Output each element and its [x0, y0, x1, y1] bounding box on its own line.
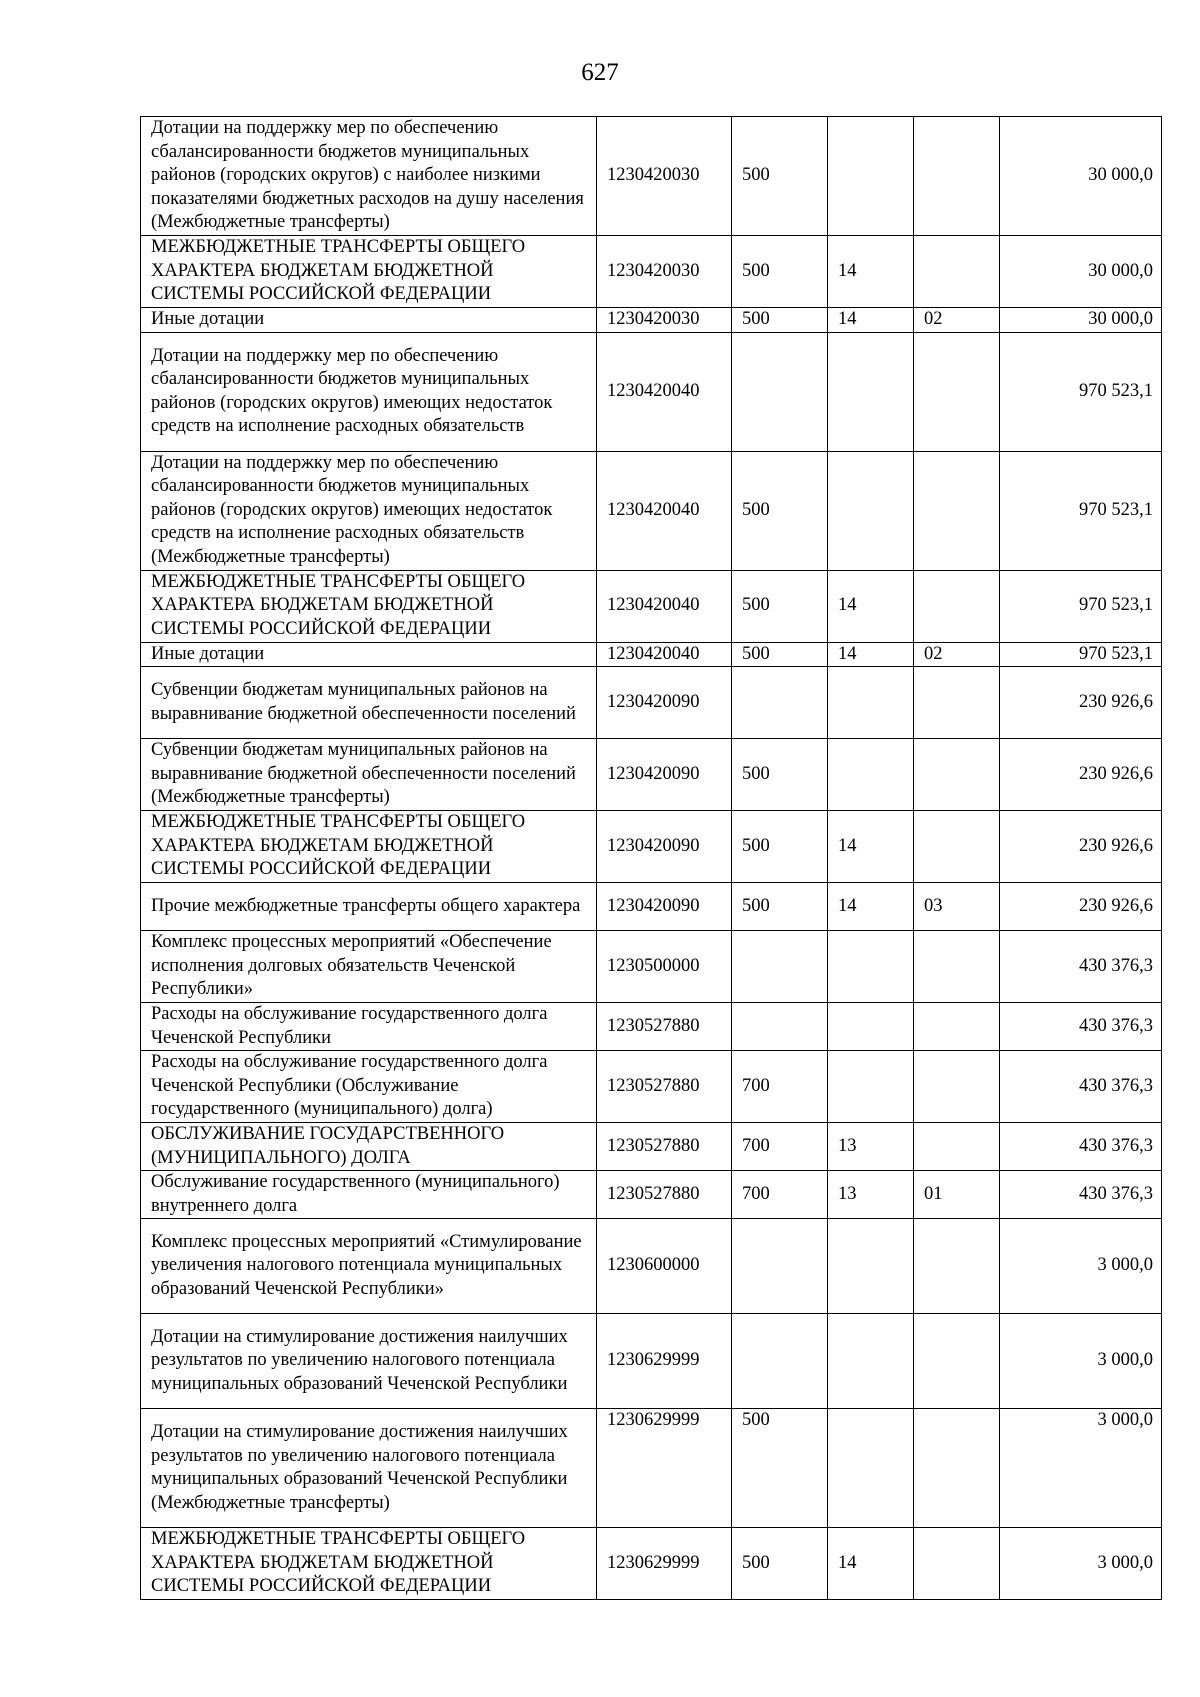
row-section: 14 [828, 570, 914, 642]
row-subsection [914, 1409, 1000, 1528]
row-target-code: 1230420030 [597, 308, 732, 333]
row-section: 14 [828, 1528, 914, 1600]
row-section: 14 [828, 642, 914, 667]
row-subsection: 01 [914, 1171, 1000, 1219]
table-row [141, 931, 1162, 1003]
row-name: Прочие межбюджетные трансферты общего характера [141, 883, 597, 931]
row-amount: 430 376,3 [1000, 1003, 1162, 1051]
table-row [141, 1051, 1162, 1123]
row-expense-type [732, 1314, 828, 1409]
row-amount: 430 376,3 [1000, 1051, 1162, 1123]
row-section: 14 [828, 308, 914, 333]
row-expense-type: 700 [732, 1171, 828, 1219]
row-expense-type [732, 1219, 828, 1314]
row-amount: 30 000,0 [1000, 117, 1162, 236]
row-target-code: 1230420040 [597, 332, 732, 451]
row-subsection [914, 1051, 1000, 1123]
row-subsection [914, 1123, 1000, 1171]
row-name: МЕЖБЮДЖЕТНЫЕ ТРАНСФЕРТЫ ОБЩЕГО ХАРАКТЕРА БЮДЖЕТАМ БЮДЖЕТНОЙ СИСТЕМЫ РОССИЙСКОЙ ФЕДЕРАЦИИ [141, 1528, 597, 1600]
row-section [828, 451, 914, 570]
row-name: МЕЖБЮДЖЕТНЫЕ ТРАНСФЕРТЫ ОБЩЕГО ХАРАКТЕРА БЮДЖЕТАМ БЮДЖЕТНОЙ СИСТЕМЫ РОССИЙСКОЙ ФЕДЕРАЦИИ [141, 811, 597, 883]
row-amount: 3 000,0 [1000, 1219, 1162, 1314]
row-section [828, 739, 914, 811]
table-row [141, 570, 1162, 642]
table-row [141, 1314, 1162, 1409]
row-expense-type: 500 [732, 1409, 828, 1528]
row-expense-type: 700 [732, 1123, 828, 1171]
table-row [141, 667, 1162, 739]
row-expense-type: 500 [732, 308, 828, 333]
row-name: ОБСЛУЖИВАНИЕ ГОСУДАРСТВЕННОГО (МУНИЦИПАЛЬНОГО) ДОЛГА [141, 1123, 597, 1171]
row-expense-type [732, 332, 828, 451]
row-section [828, 667, 914, 739]
row-amount: 970 523,1 [1000, 332, 1162, 451]
row-amount: 970 523,1 [1000, 570, 1162, 642]
row-subsection: 02 [914, 642, 1000, 667]
row-section [828, 117, 914, 236]
row-section: 13 [828, 1123, 914, 1171]
row-amount: 970 523,1 [1000, 642, 1162, 667]
row-subsection [914, 1314, 1000, 1409]
row-target-code: 1230420090 [597, 667, 732, 739]
row-name: Расходы на обслуживание государственного долга Чеченской Республики [141, 1003, 597, 1051]
row-expense-type: 500 [732, 883, 828, 931]
table-row [141, 451, 1162, 570]
row-name: Дотации на стимулирование достижения наилучших результатов по увеличению налогового потенциала муниципальных образований Чеченской Республики [141, 1314, 597, 1409]
table-row [141, 739, 1162, 811]
table-row [141, 117, 1162, 236]
table-row [141, 1003, 1162, 1051]
row-name: Комплекс процессных мероприятий «Стимулирование увеличения налогового потенциала муниципальных образований Чеченской Республики» [141, 1219, 597, 1314]
row-subsection [914, 931, 1000, 1003]
table-row [141, 1528, 1162, 1600]
table-row [141, 883, 1162, 931]
row-expense-type: 500 [732, 117, 828, 236]
row-target-code: 1230500000 [597, 931, 732, 1003]
row-amount: 230 926,6 [1000, 739, 1162, 811]
row-name: Дотации на поддержку мер по обеспечению сбалансированности бюджетов муниципальных районов (городских округов) имеющих недостаток средств на исполнение расходных обязательств [141, 332, 597, 451]
row-amount: 230 926,6 [1000, 811, 1162, 883]
row-expense-type: 700 [732, 1051, 828, 1123]
row-subsection [914, 1219, 1000, 1314]
table-row [141, 1409, 1162, 1528]
row-amount: 30 000,0 [1000, 308, 1162, 333]
row-expense-type: 500 [732, 1528, 828, 1600]
row-section [828, 332, 914, 451]
table-row [141, 1219, 1162, 1314]
row-target-code: 1230629999 [597, 1314, 732, 1409]
row-expense-type [732, 667, 828, 739]
row-target-code: 1230420040 [597, 451, 732, 570]
row-target-code: 1230420030 [597, 236, 732, 308]
row-section [828, 1003, 914, 1051]
row-target-code: 1230629999 [597, 1409, 732, 1528]
table-row [141, 236, 1162, 308]
row-section [828, 1314, 914, 1409]
table-row [141, 332, 1162, 451]
row-expense-type: 500 [732, 570, 828, 642]
row-name: Иные дотации [141, 642, 597, 667]
row-section: 14 [828, 236, 914, 308]
table-row [141, 1171, 1162, 1219]
row-name: Субвенции бюджетам муниципальных районов на выравнивание бюджетной обеспеченности поселений (Межбюджетные трансферты) [141, 739, 597, 811]
row-section [828, 1409, 914, 1528]
row-target-code: 1230420090 [597, 811, 732, 883]
row-expense-type [732, 931, 828, 1003]
row-subsection [914, 117, 1000, 236]
row-amount: 230 926,6 [1000, 667, 1162, 739]
row-target-code: 1230629999 [597, 1528, 732, 1600]
row-target-code: 1230527880 [597, 1123, 732, 1171]
row-target-code: 1230527880 [597, 1171, 732, 1219]
table-row [141, 811, 1162, 883]
row-target-code: 1230420030 [597, 117, 732, 236]
row-target-code: 1230420090 [597, 883, 732, 931]
row-name: МЕЖБЮДЖЕТНЫЕ ТРАНСФЕРТЫ ОБЩЕГО ХАРАКТЕРА БЮДЖЕТАМ БЮДЖЕТНОЙ СИСТЕМЫ РОССИЙСКОЙ ФЕДЕРАЦИИ [141, 236, 597, 308]
row-name: Обслуживание государственного (муниципального) внутреннего долга [141, 1171, 597, 1219]
row-name: Комплекс процессных мероприятий «Обеспечение исполнения долговых обязательств Чеченской Республики» [141, 931, 597, 1003]
row-target-code: 1230527880 [597, 1051, 732, 1123]
row-target-code: 1230600000 [597, 1219, 732, 1314]
row-subsection [914, 667, 1000, 739]
row-amount: 430 376,3 [1000, 931, 1162, 1003]
row-expense-type: 500 [732, 642, 828, 667]
row-section [828, 1051, 914, 1123]
row-amount: 3 000,0 [1000, 1314, 1162, 1409]
row-subsection [914, 1003, 1000, 1051]
row-name: Субвенции бюджетам муниципальных районов на выравнивание бюджетной обеспеченности поселений [141, 667, 597, 739]
row-expense-type: 500 [732, 236, 828, 308]
row-section: 13 [828, 1171, 914, 1219]
row-name: Дотации на поддержку мер по обеспечению сбалансированности бюджетов муниципальных районов (городских округов) имеющих недостаток средств на исполнение расходных обязательств (Межбюджетные трансферты) [141, 451, 597, 570]
row-subsection [914, 1528, 1000, 1600]
row-name: Расходы на обслуживание государственного долга Чеченской Республики (Обслуживание государственного (муниципального) долга) [141, 1051, 597, 1123]
row-target-code: 1230420040 [597, 642, 732, 667]
row-name: Иные дотации [141, 308, 597, 333]
row-amount: 230 926,6 [1000, 883, 1162, 931]
row-expense-type: 500 [732, 811, 828, 883]
row-amount: 430 376,3 [1000, 1171, 1162, 1219]
row-target-code: 1230420090 [597, 739, 732, 811]
page-number: 627 [581, 59, 619, 86]
row-subsection: 03 [914, 883, 1000, 931]
row-subsection: 02 [914, 308, 1000, 333]
row-target-code: 1230420040 [597, 570, 732, 642]
row-amount: 3 000,0 [1000, 1409, 1162, 1528]
row-name: Дотации на стимулирование достижения наилучших результатов по увеличению налогового потенциала муниципальных образований Чеченской Республики (Межбюджетные трансферты) [141, 1409, 597, 1528]
row-section: 14 [828, 883, 914, 931]
row-target-code: 1230527880 [597, 1003, 732, 1051]
row-amount: 30 000,0 [1000, 236, 1162, 308]
row-amount: 970 523,1 [1000, 451, 1162, 570]
row-expense-type: 500 [732, 739, 828, 811]
row-subsection [914, 332, 1000, 451]
row-name: МЕЖБЮДЖЕТНЫЕ ТРАНСФЕРТЫ ОБЩЕГО ХАРАКТЕРА БЮДЖЕТАМ БЮДЖЕТНОЙ СИСТЕМЫ РОССИЙСКОЙ ФЕДЕРАЦИИ [141, 570, 597, 642]
row-subsection [914, 570, 1000, 642]
table-row [141, 1123, 1162, 1171]
row-subsection [914, 451, 1000, 570]
row-section [828, 931, 914, 1003]
row-subsection [914, 739, 1000, 811]
budget-table [140, 116, 1162, 1600]
row-expense-type: 500 [732, 451, 828, 570]
row-amount: 3 000,0 [1000, 1528, 1162, 1600]
row-name: Дотации на поддержку мер по обеспечению сбалансированности бюджетов муниципальных районов (городских округов) с наиболее низкими показателями бюджетных расходов на душу населения (Межбюджетные трансферты) [141, 117, 597, 236]
row-expense-type [732, 1003, 828, 1051]
row-subsection [914, 811, 1000, 883]
row-amount: 430 376,3 [1000, 1123, 1162, 1171]
table-row [141, 642, 1162, 667]
row-section [828, 1219, 914, 1314]
table-row [141, 308, 1162, 333]
row-subsection [914, 236, 1000, 308]
budget-table-body [141, 117, 1162, 1600]
row-section: 14 [828, 811, 914, 883]
